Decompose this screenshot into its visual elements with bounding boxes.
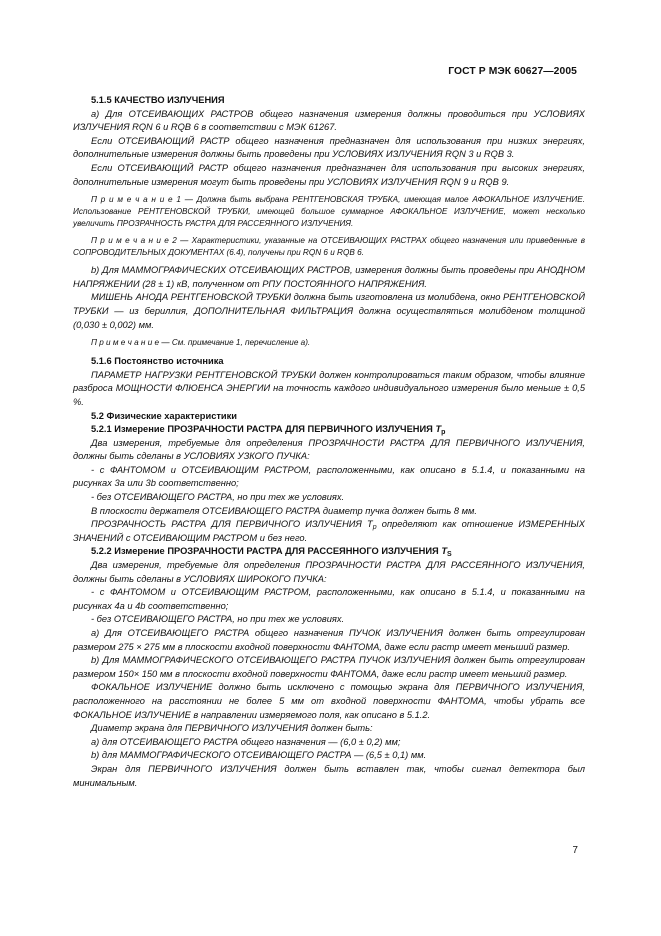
list-item: - без ОТСЕИВАЮЩЕГО РАСТРА, но при тех же условиях. xyxy=(91,614,345,625)
paragraph: МИШЕНЬ АНОДА РЕНТГЕНОВСКОЙ ТРУБКИ должна быть изготовлена из молибдена, окно РЕНТГЕНОВСКОЙ ТРУБКИ — из бериллия, ДОПОЛНИТЕЛЬНАЯ ФИЛЬТРАЦИЯ должна осуществляться молибденом толщиной (0,030 ± 0,002) мм. xyxy=(73,292,585,330)
paragraph: Диаметр экрана для ПЕРВИЧНОГО ИЗЛУЧЕНИЯ должен быть: xyxy=(91,723,373,734)
paragraph: Экран для ПЕРВИЧНОГО ИЗЛУЧЕНИЯ должен быть вставлен так, чтобы сигнал детектора был минимальным. xyxy=(73,763,585,788)
section-heading-5-1-6: 5.1.6 Постоянство источника xyxy=(91,356,224,367)
list-item: - без ОТСЕИВАЮЩЕГО РАСТРА, но при тех же условиях. xyxy=(91,492,345,503)
list-item: a) для ОТСЕИВАЮЩЕГО РАСТРА общего назначения — (6,0 ± 0,2) мм; xyxy=(91,736,401,747)
section-heading-5-2: 5.2 Физические характеристики xyxy=(91,410,237,421)
note: П р и м е ч а н и е 2 — Характеристики, указанные на ОТСЕИВАЮЩИХ РАСТРАХ общего назначения или приведенные в СОПРОВОДИТЕЛЬНЫХ ДОКУМЕНТАХ (6.4), получены при RQN 6 и RQB 6. xyxy=(73,236,585,258)
paragraph: a) Для ОТСЕИВАЮЩИХ РАСТРОВ общего назначения измерения должны проводиться при УСЛОВИЯХ ИЗЛУЧЕНИЯ RQN 6 и RQB 6 в соответствии с МЭК 61267. xyxy=(73,108,585,133)
paragraph: b) Для МАММОГРАФИЧЕСКИХ ОТСЕИВАЮЩИХ РАСТРОВ, измерения должны быть проведены при АНОДНОМ НАПРЯЖЕНИИ (28 ± 1) кВ, полученном от РПУ ПОСТОЯННОГО НАПРЯЖЕНИЯ. xyxy=(73,265,585,289)
section-heading-5-2-2: 5.2.2 Измерение ПРОЗРАЧНОСТИ РАСТРА ДЛЯ РАССЕЯННОГО ИЗЛУЧЕНИЯ $T_S$ xyxy=(91,546,452,559)
paragraph: Если ОТСЕИВАЮЩИЙ РАСТР общего назначения предназначен для использования при высоких энергиях, дополнительные измерения могут быть проведены при УСЛОВИЯХ ИЗЛУЧЕНИЯ RQN 9 и RQB 9. xyxy=(73,162,585,187)
paragraph: В плоскости держателя ОТСЕИВАЮЩЕГО РАСТРА диаметр пучка должен быть 8 мм. xyxy=(91,505,477,516)
list-item: b) для МАММОГРАФИЧЕСКОГО ОТСЕИВАЮЩЕГО РАСТРА — (6,5 ± 0,1) мм. xyxy=(91,750,427,761)
list-item: - с ФАНТОМОМ и ОТСЕИВАЮЩИМ РАСТРОМ, расположенными, как описано в 5.1.4, и показанными на рисунках 4a и 4b соответственно; xyxy=(73,587,585,611)
page-number: 7 xyxy=(572,845,578,856)
paragraph: Два измерения, требуемые для определения ПРОЗРАЧНОСТИ РАСТРА ДЛЯ ПЕРВИЧНОГО ИЗЛУЧЕНИЯ, должны быть сделаны в УСЛОВИЯХ УЗКОГО ПУЧКА: xyxy=(73,437,585,462)
section-heading-5-1-5: 5.1.5 КАЧЕСТВО ИЗЛУЧЕНИЯ xyxy=(91,95,225,105)
paragraph: ФОКАЛЬНОЕ ИЗЛУЧЕНИЕ должно быть исключено с помощью экрана для ПЕРВИЧНОГО ИЗЛУЧЕНИЯ, расположенного на расстоянии не более 5 мм от входной поверхности ФАНТОМА, чтобы убрать все ФОКАЛЬНОЕ ИЗЛУЧЕНИЕ в направлении измеряемого поля, как описано в 5.1.2. xyxy=(73,682,585,720)
paragraph: a) Для ОТСЕИВАЮЩЕГО РАСТРА общего назначения ПУЧОК ИЗЛУЧЕНИЯ должен быть отрегулирован размером 275 × 275 мм в плоскости входной поверхности ФАНТОМА, даже если растр имеет меньший размер. xyxy=(73,628,585,652)
note: П р и м е ч а н и е — См. примечание 1, перечисление а). xyxy=(91,338,311,348)
note: П р и м е ч а н и е 1 — Должна быть выбрана РЕНТГЕНОВСКАЯ ТРУБКА, имеющая малое АФОКАЛЬНОЕ ИЗЛУЧЕНИЕ. Использование РЕНТГЕНОВСКОЙ ТРУБКИ, имеющей большое суммарное АФОКАЛЬНОЕ ИЗЛУЧЕНИЕ, может несколько увеличить ПРОЗРАЧНОСТЬ РАСТРА ДЛЯ РАССЕЯННОГО ИЗЛУЧЕНИЯ. xyxy=(73,195,585,229)
paragraph: ПАРАМЕТР НАГРУЗКИ РЕНТГЕНОВСКОЙ ТРУБКИ должен контролироваться таким образом, чтобы влияние разброса МОЩНОСТИ ФЛЮЕНСА ЭНЕРГИИ на точность каждого индивидуального измерения было меньше ± 0,5 %. xyxy=(73,369,585,407)
section-heading-5-2-1: 5.2.1 Измерение ПРОЗРАЧНОСТИ РАСТРА ДЛЯ ПЕРВИЧНОГО ИЗЛУЧЕНИЯ $T_p$ xyxy=(91,424,446,437)
list-item: - с ФАНТОМОМ и ОТСЕИВАЮЩИМ РАСТРОМ, расположенными, как описано в 5.1.4, и показанными на рисунках 3a или 3b соответственно; xyxy=(73,464,585,489)
paragraph: ПРОЗРАЧНОСТЬ РАСТРА ДЛЯ ПЕРВИЧНОГО ИЗЛУЧЕНИЯ $T_p$ определяют как отношение ИЗМЕРЕННЫХ ЗНАЧЕНИЙ с ОТСЕИВАЮЩИМ РАСТРОМ и без него. xyxy=(73,519,585,543)
paragraph: b) Для МАММОГРАФИЧЕСКОГО ОТСЕИВАЮЩЕГО РАСТРА ПУЧОК ИЗЛУЧЕНИЯ должен быть отрегулирован размером 150× 150 мм в плоскости входной поверхности ФАНТОМА, даже если растр имеет меньший размер. xyxy=(73,655,585,679)
paragraph: Два измерения, требуемые для определения ПРОЗРАЧНОСТИ РАСТРА ДЛЯ РАССЕЯННОГО ИЗЛУЧЕНИЯ, должны быть сделаны в УСЛОВИЯХ ШИРОКОГО ПУЧКА: xyxy=(73,560,585,584)
document-header: ГОСТ Р МЭК 60627—2005 xyxy=(448,66,577,77)
document-body xyxy=(73,94,585,790)
paragraph: Если ОТСЕИВАЮЩИЙ РАСТР общего назначения предназначен для использования при низких энергиях, дополнительные измерения должны быть проведены при УСЛОВИЯХ ИЗЛУЧЕНИЯ RQN 3 и RQB 3. xyxy=(73,135,585,160)
